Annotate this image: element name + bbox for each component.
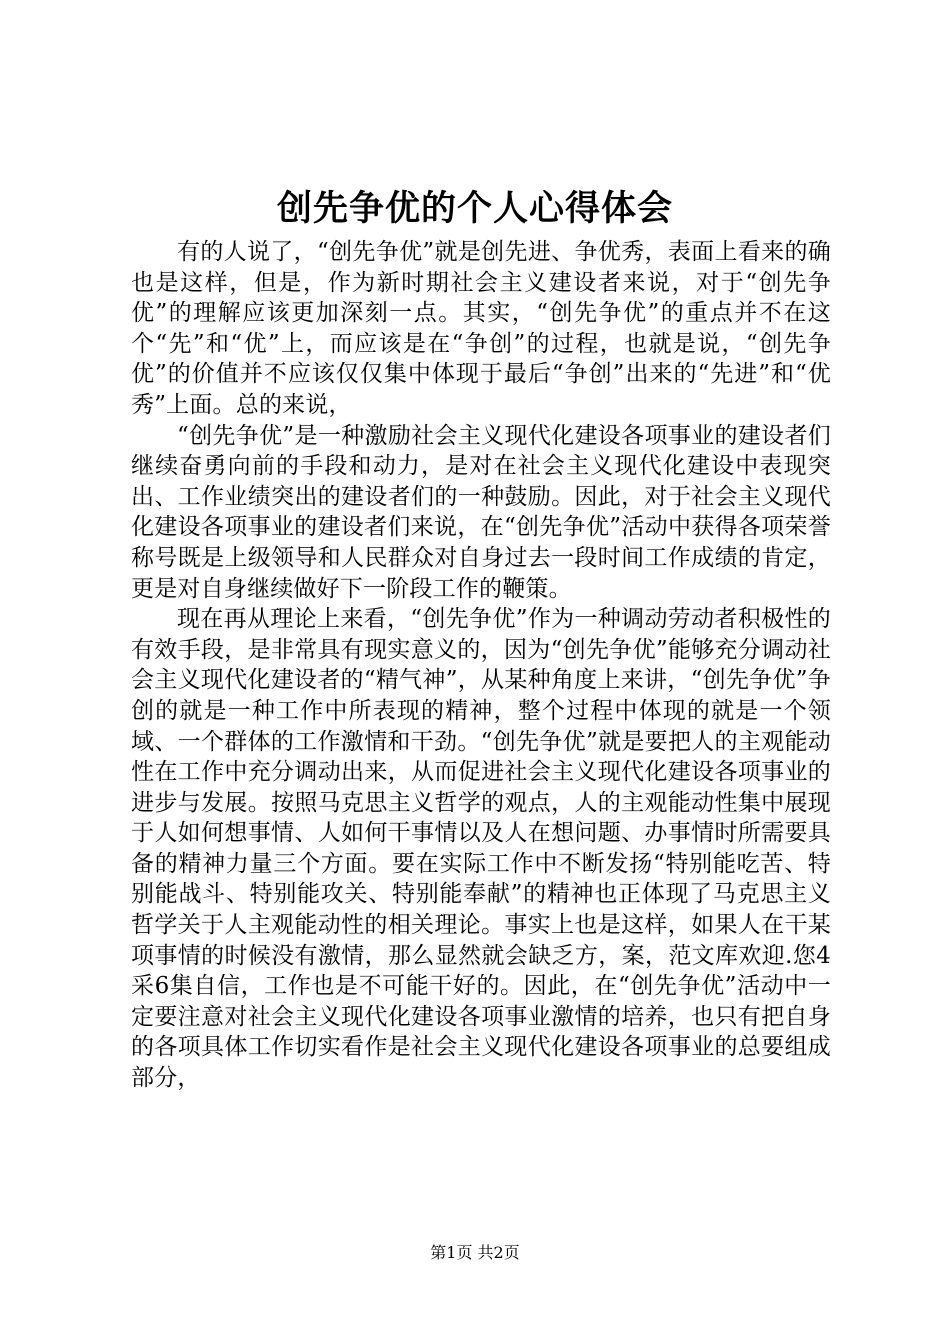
page-number-footer: 第1页 共2页 [430, 1243, 520, 1262]
paragraph-1: 有的人说了，“创先争优”就是创先进、争优秀，表面上看来的确也是这样，但是，作为新时期社会主义建设者来说，对于“创先争优”的理解应该更加深刻一点。其实，“创先争优”的重点并不在这个“先”和“优”上，而应该是在“争创”的过程，也就是说，“创先争优”的价值并不应该仅仅集中体现于最后“争创”出来的“先进”和“优秀”上面。总的来说， [131, 239, 831, 418]
document-body [131, 237, 831, 1094]
paragraph-3: 现在再从理论上来看，“创先争优”作为一种调动劳动者积极性的有效手段，是非常具有现实意义的，因为“创先争优”能够充分调动社会主义现代化建设者的“精气神”，从某种角度上来讲，“创先争优”争创的就是一种工作中所表现的精神，整个过程中体现的就是一个领域、一个群体的工作激情和干劲。“创先争优”就是要把人的主观能动性在工作中充分调动出来，从而促进社会主义现代化建设各项事业的进步与发展。按照马克思主义哲学的观点，人的主观能动性集中展现于人如何想事情、人如何干事情以及人在想问题、办事情时所需要具备的精神力量三个方面。要在实际工作中不断发扬“特别能吃苦、特别能战斗、特别能攻关、特别能奉献”的精神也正体现了马克思主义哲学关于人主观能动性的相关理论。事实上也是这样，如果人在干某项事情的时候没有激情，那么显然就会缺乏方，案，范文库欢迎.您4采6集自信，工作也是不可能干好的。因此，在“创先争优”活动中一定要注意对社会主义现代化建设各项事业激情的培养，也只有把自身的各项具体工作切实看作是社会主义现代化建设各项事业的总要组成部分， [131, 606, 831, 1092]
paragraph-2: “创先争优”是一种激励社会主义现代化建设各项事业的建设者们继续奋勇向前的手段和动力，是对在社会主义现代化建设中表现突出、工作业绩突出的建设者们的一种鼓励。因此，对于社会主义现代化建设各项事业的建设者们来说，在“创先争优”活动中获得各项荣誉称号既是上级领导和人民群众对自身过去一段时间工作成绩的肯定，更是对自身继续做好下一阶段工作的鞭策。 [131, 422, 831, 602]
document-title: 创先争优的个人心得体会 [276, 188, 673, 229]
